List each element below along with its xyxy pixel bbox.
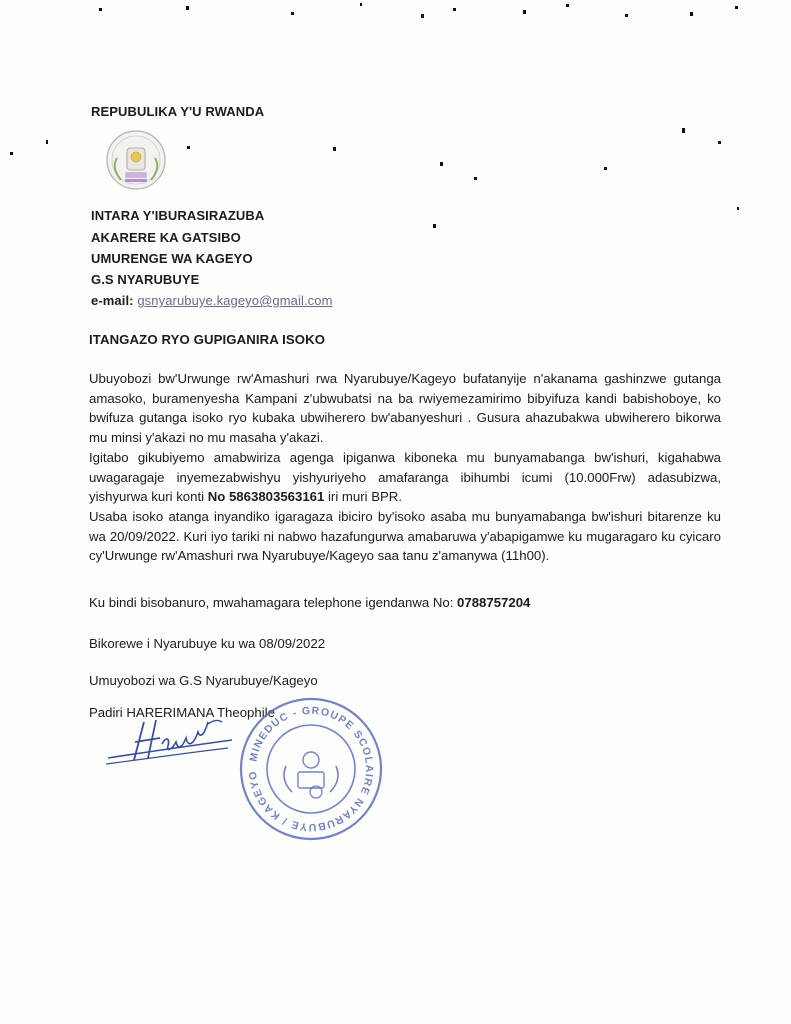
contact-phone: 0788757204 xyxy=(457,595,531,610)
body-paragraph-1: Ubuyobozi bw'Urwunge rw'Amashuri rwa Nyarubuye/Kageyo bufatanyije n'akanama gashinzwe gutanga amasoko, buramenyesha Kampani z'ubwubatsi na ba rwiyemezamirimo bibyifuza kandi babishoboye, ko bwifuza gutanga isoko ryo kubaka ubwiherero bw'abanyeshuri . Gusura ahazubakwa ubwiherero bikorwa mu minsi y'akazi no mu masaha y'akazi. xyxy=(89,371,721,445)
republic-heading: REPUBULIKA Y'U RWANDA xyxy=(91,104,265,119)
header-line-sector: UMURENGE WA KAGEYO xyxy=(91,251,253,266)
handwritten-signature xyxy=(104,714,238,772)
notice-title: ITANGAZO RYO GUPIGANIRA ISOKO xyxy=(89,332,326,347)
place-date: Bikorewe i Nyarubuye ku wa 08/09/2022 xyxy=(89,636,326,651)
header-line-province: INTARA Y'IBURASIRAZUBA xyxy=(91,208,265,223)
official-stamp xyxy=(236,694,386,844)
account-number: No 5863803563161 xyxy=(207,489,325,505)
header-line-district: AKARERE KA GATSIBO xyxy=(91,230,241,245)
paragraph-2-bank: iri muri BPR. xyxy=(324,489,402,505)
coat-of-arms-emblem xyxy=(95,128,177,192)
email-row xyxy=(91,293,333,308)
contact-text: Ku bindi bisobanuro, mwahamagara telephone igendanwa No: xyxy=(89,595,458,610)
contact-line xyxy=(89,595,530,610)
stamp-ring-text: MINEDUC - GROUPE SCOLAIRE NYARUBUYE / KAGEYO xyxy=(246,704,376,834)
paragraph-2-text: Igitabo gikubiyemo amabwiriza agenga ipiganwa kiboneka mu bunyamabanga bw'ishuri, kigahabwa uwagaragaje inyemezabwishyu yishyuriyeho amafaranga ibihumbi icumi (10.000Frw) adasubizwa, yishyurwa kuri konti xyxy=(89,450,721,505)
email-link[interactable]: gsnyarubuye.kageyo@gmail.com xyxy=(137,293,333,308)
body-paragraph-3: Usaba isoko atanga inyandiko igaragaza ibiciro by'isoko asaba mu bunyamabanga bw'ishuri bitarenze ku wa 20/09/2022. Kuri iyo tariki ni nabwo hazafungurwa amabaruwa y'abapigamwe ku mugaragaro ku cyicaro cy'Urwunge rw'Amashuri rwa Nyarubuye/Kageyo saa tanu z'amanywa (11h00). xyxy=(89,509,721,564)
header-line-school: G.S NYARUBUYE xyxy=(91,272,200,287)
signatory-role: Umuyobozi wa G.S Nyarubuye/Kageyo xyxy=(89,673,318,688)
email-label: e-mail: xyxy=(91,293,134,308)
signatory-name: Padiri HARERIMANA Theophile xyxy=(89,705,275,720)
body-paragraph-2 xyxy=(89,448,721,507)
